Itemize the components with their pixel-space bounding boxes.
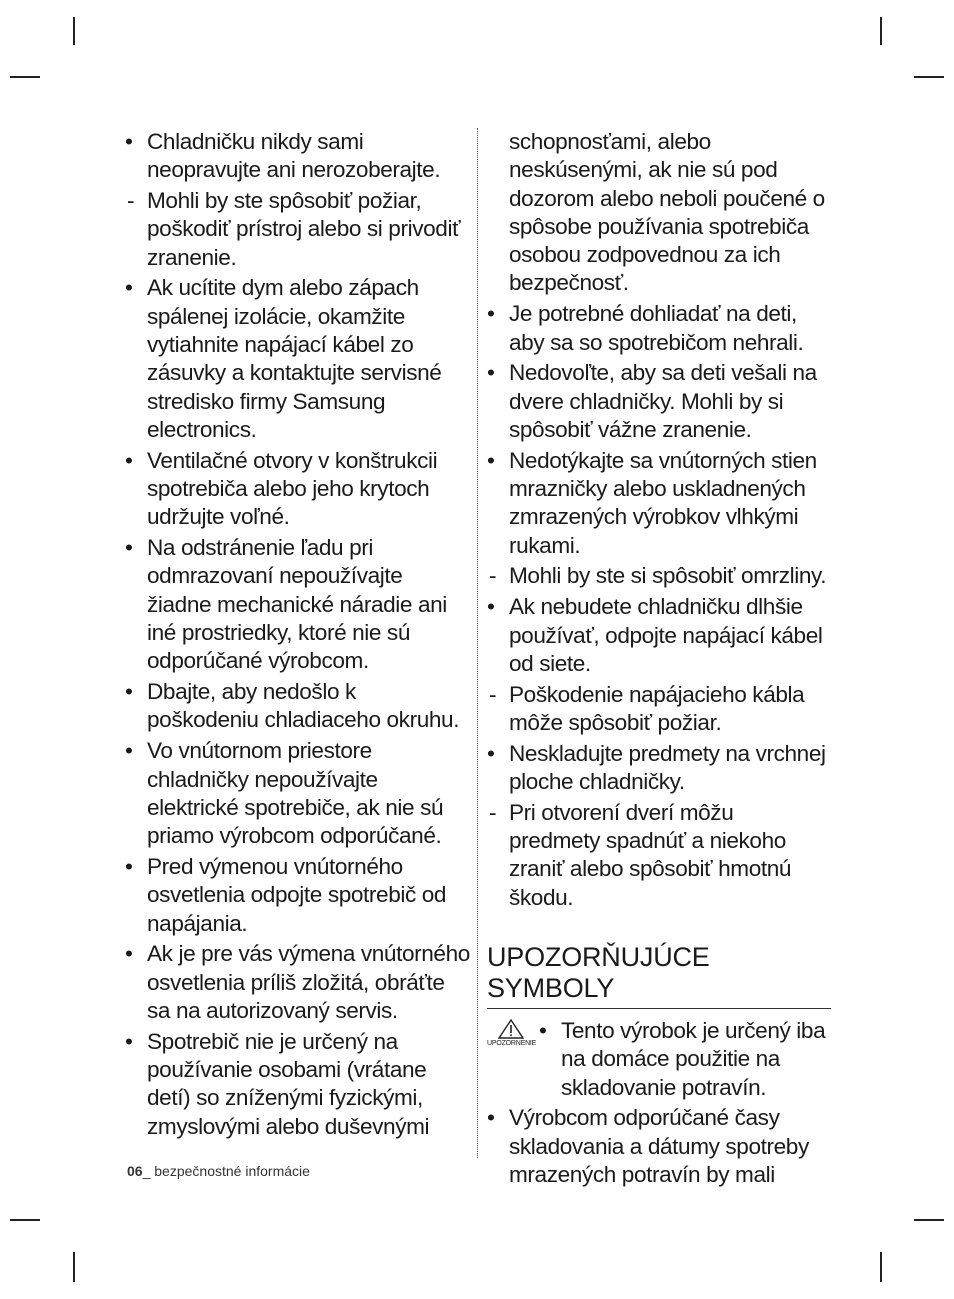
crop-mark xyxy=(880,17,882,45)
bullet-marker xyxy=(487,593,505,621)
item-text: Mohli by ste spôsobiť požiar, poškodiť prístroj alebo si privodiť zranenie. xyxy=(147,188,461,270)
item-text: Je potrebné dohliadať na deti, aby sa so spotrebičom nehrali. xyxy=(509,301,804,355)
section-rule xyxy=(487,1008,831,1009)
footer-separator: _ xyxy=(142,1163,155,1179)
bullet-item xyxy=(125,853,470,938)
bullet-item xyxy=(539,1017,829,1102)
dash-marker xyxy=(487,799,505,827)
item-text: Pred výmenou vnútorného osvetlenia odpojte spotrebič od napájania. xyxy=(147,853,447,936)
bullet-item xyxy=(487,359,829,444)
item-text: Nedovoľte, aby sa deti vešali na dvere chladničky. Mohli by si spôsobiť vážne zranenie. xyxy=(509,360,817,442)
bullet-item xyxy=(125,1028,470,1141)
bullet-marker xyxy=(125,447,143,475)
bullet-marker xyxy=(125,853,143,881)
bullet-marker xyxy=(125,534,143,562)
right-list xyxy=(487,128,829,912)
item-text: Poškodenie napájacieho kábla môže spôsobiť požiar. xyxy=(509,681,805,735)
bullet-marker xyxy=(487,1104,505,1132)
item-text: Ak nebudete chladničku dlhšie používať, odpojte napájací kábel od siete. xyxy=(509,594,823,676)
bullet-item xyxy=(125,447,470,532)
bullet-item xyxy=(125,128,470,185)
crop-mark xyxy=(10,1219,40,1221)
item-text: Ak ucítite dym alebo zápach spálenej izolácie, okamžite vytiahnite napájací kábel zo zásuvky a kontaktujte servisné stredisko firmy Samsung electronics. xyxy=(147,275,442,442)
item-text: Výrobcom odporúčané časy skladovania a dátumy spotreby mrazených potravín by mali xyxy=(509,1105,809,1187)
continued-text xyxy=(487,128,829,298)
bullet-item xyxy=(487,740,829,797)
sub-item xyxy=(125,187,470,272)
bullet-marker xyxy=(487,447,505,475)
left-column xyxy=(125,128,470,1143)
dash-marker xyxy=(487,681,505,709)
bullet-marker xyxy=(125,1028,143,1056)
left-list xyxy=(125,128,470,1141)
item-text: Tento výrobok je určený iba na domáce použitie na skladovanie potravín. xyxy=(561,1018,826,1100)
bullet-item xyxy=(125,534,470,675)
dash-marker xyxy=(125,187,143,215)
bullet-item xyxy=(125,737,470,850)
item-text: Dbajte, aby nedošlo k poškodeniu chladiaceho okruhu. xyxy=(147,679,460,733)
page-footer xyxy=(127,1163,310,1179)
section-title-line2: SYMBOLY xyxy=(487,973,615,1004)
bullet-marker xyxy=(539,1017,557,1045)
warning-row xyxy=(487,1017,829,1102)
footer-title: bezpečnostné informácie xyxy=(154,1163,310,1179)
item-text: Nedotýkajte sa vnútorných stien mrazničky alebo uskladnených zmrazených výrobkov vlhkými rukami. xyxy=(509,447,817,558)
item-text: Ventilačné otvory v konštrukcii spotrebiča alebo jeho krytoch udržujte voľné. xyxy=(147,447,438,530)
bullet-item xyxy=(125,940,470,1025)
column-divider xyxy=(477,128,478,1158)
bullet-marker xyxy=(487,300,505,328)
dash-marker xyxy=(487,562,505,590)
bullet-item xyxy=(487,1104,829,1189)
bullet-marker xyxy=(487,359,505,387)
crop-mark xyxy=(73,17,75,45)
sub-item xyxy=(487,562,829,590)
item-text: Ak je pre vás výmena vnútorného osvetlenia príliš zložitá, obráťte sa na autorizovaný servis. xyxy=(147,941,470,1023)
bullet-item xyxy=(487,447,829,560)
crop-mark xyxy=(73,1252,75,1282)
bullet-item xyxy=(125,678,470,735)
sub-item xyxy=(487,799,829,912)
item-text: Na odstránenie ľadu pri odmrazovaní nepoužívajte žiadne mechanické náradie ani iné prostriedky, ktoré nie sú odporúčané výrobcom. xyxy=(147,535,447,674)
warning-list xyxy=(539,1017,829,1102)
item-text: Chladničku nikdy sami neopravujte ani nerozoberajte. xyxy=(147,129,441,183)
crop-mark xyxy=(880,1252,882,1282)
warning-icon-label: UPOZORNENIE xyxy=(487,1040,537,1048)
bullet-marker xyxy=(487,740,505,768)
after-warning-list xyxy=(487,1104,829,1189)
right-column xyxy=(487,128,829,1192)
bullet-item xyxy=(487,593,829,678)
bullet-marker xyxy=(125,737,143,765)
item-text: Mohli by ste si spôsobiť omrzliny. xyxy=(509,563,827,589)
warning-triangle-icon xyxy=(487,1019,535,1047)
item-text: Vo vnútornom priestore chladničky nepoužívajte elektrické spotrebiče, ak nie sú priamo výrobcom odporúčané. xyxy=(147,738,444,849)
bullet-marker xyxy=(125,128,143,156)
bullet-marker xyxy=(125,274,143,302)
item-text: Neskladujte predmety na vrchnej ploche chladničky. xyxy=(509,740,826,795)
crop-mark xyxy=(914,76,944,78)
bullet-marker xyxy=(125,940,143,968)
bullet-item xyxy=(125,274,470,444)
sub-item xyxy=(487,681,829,738)
crop-mark xyxy=(914,1219,944,1221)
bullet-marker xyxy=(125,678,143,706)
item-text: Spotrebič nie je určený na používanie osobami (vrátane detí) so zníženými fyzickými, zmyslovými alebo duševnými xyxy=(147,1028,430,1139)
page-number: 06 xyxy=(127,1163,143,1179)
item-text: Pri otvorení dverí môžu predmety spadnúť a niekoho zraniť alebo spôsobiť hmotnú škodu. xyxy=(509,799,792,910)
bullet-item xyxy=(487,300,829,357)
item-text: schopnosťami, alebo neskúsenými, ak nie sú pod dozorom alebo neboli poučené o spôsobe používania spotrebiča osobou zodpovednou za ich bezpečnosť. xyxy=(509,129,825,296)
section-title-line1: UPOZORŇUJÚCE xyxy=(487,942,710,973)
crop-mark xyxy=(10,76,40,78)
section-title xyxy=(487,942,829,1004)
